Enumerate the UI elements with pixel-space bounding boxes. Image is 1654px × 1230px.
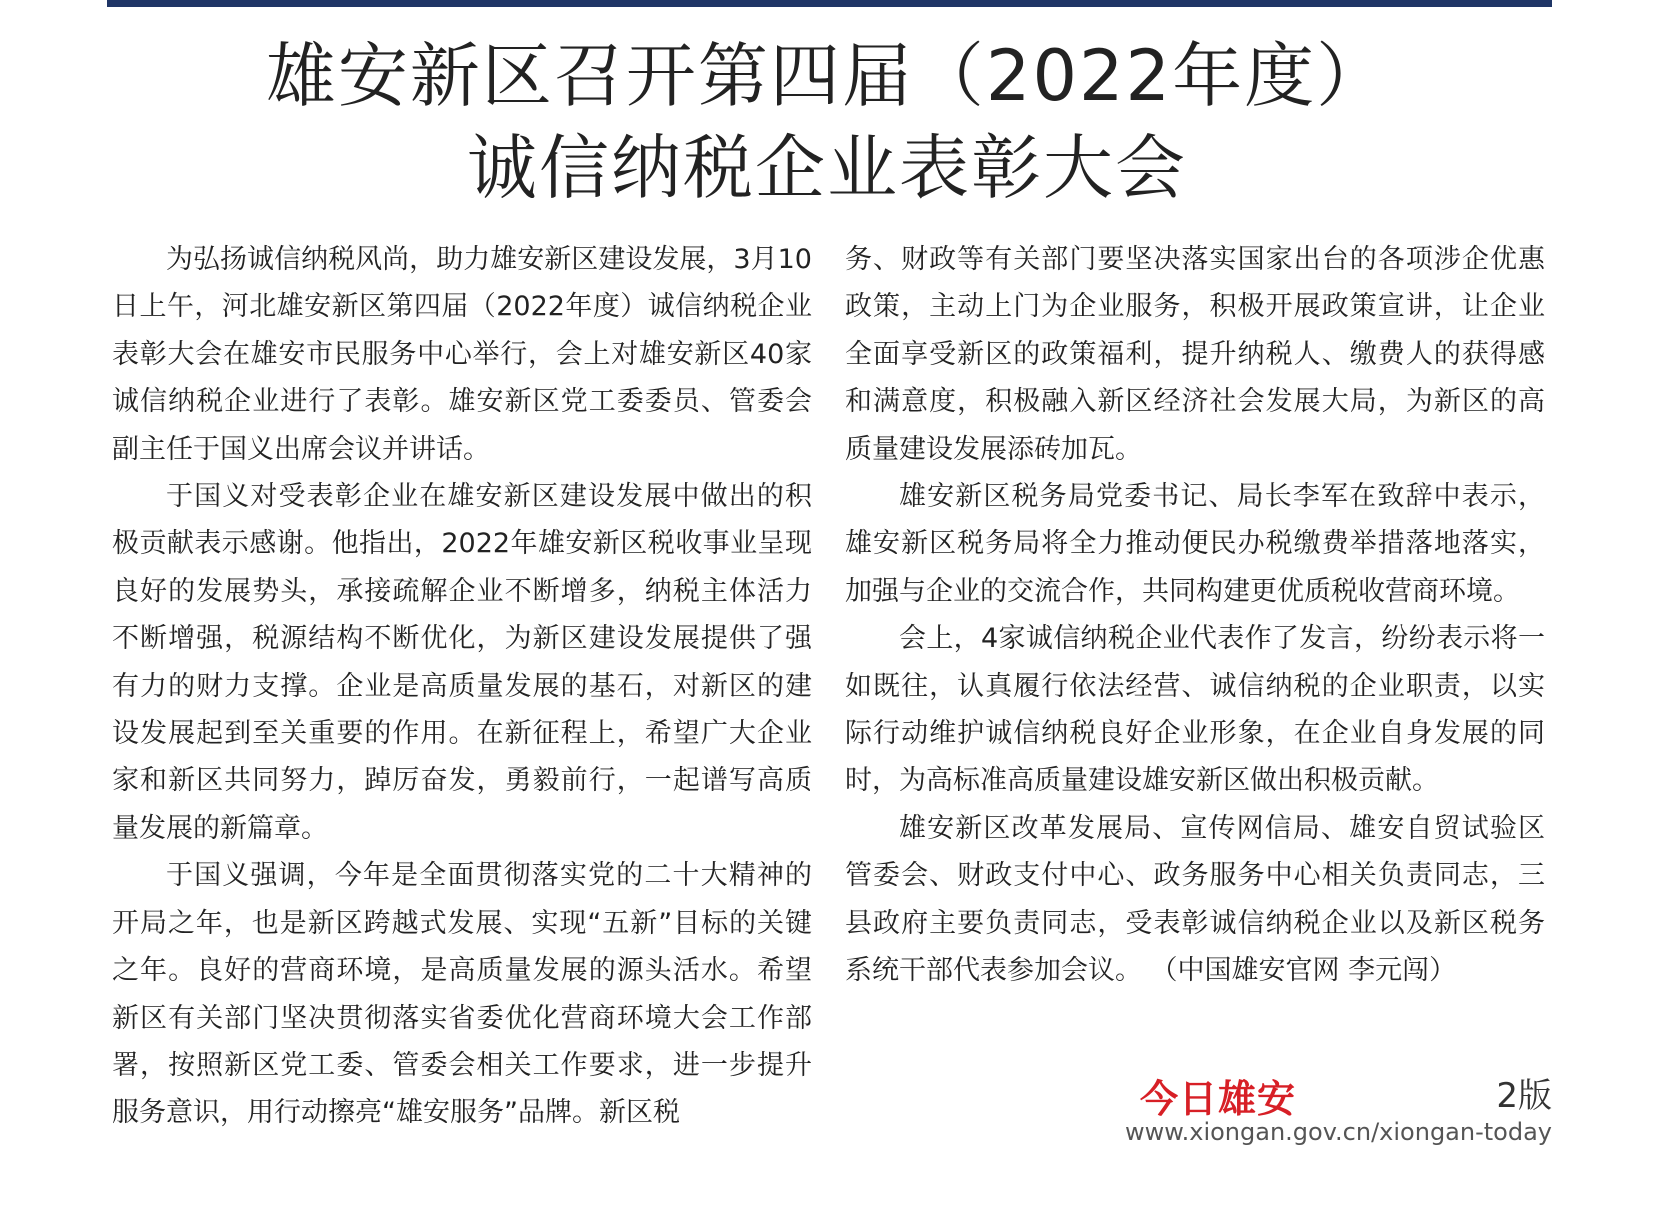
paragraph-4: 雄安新区税务局党委书记、局长李军在致辞中表示，雄安新区税务局将全力推动便民办税缴费举措落地落实，加强与企业的交流合作，共同构建更优质税收营商环境。 bbox=[845, 481, 1545, 607]
headline-line-1: 雄安新区召开第四届（2022年度） bbox=[265, 35, 1389, 117]
paragraph-5: 会上，4家诚信纳税企业代表作了发言，纷纷表示将一如既往，认真履行依法经营、诚信纳税的企业职责，以实际行动维护诚信纳税良好企业形象，在企业自身发展的同时，为高标准高质量建设雄安新区做出积极贡献。 bbox=[845, 623, 1545, 797]
paragraph-3: 于国义强调，今年是全面贯彻落实党的二十大精神的开局之年，也是新区跨越式发展、实现“五新”目标的关键之年。良好的营商环境，是高质量发展的源头活水。希望新区有关部门坚决贯彻落实省委优化营商环境大会工作部署，按照新区党工委、管委会相关工作要求，进一步提升服务意识，用行动擦亮“雄安服务”品牌。新区税 bbox=[112, 860, 812, 1129]
paragraph-2: 于国义对受表彰企业在雄安新区建设发展中做出的积极贡献表示感谢。他指出，2022年雄安新区税收事业呈现良好的发展势头，承接疏解企业不断增多，纳税主体活力不断增强，税源结构不断优化，为新区建设发展提供了强有力的财力支撑。企业是高质量发展的基石，对新区的建设发展起到至关重要的作用。在新征程上，希望广大企业家和新区共同努力，踔厉奋发，勇毅前行，一起谱写高质量发展的新篇章。 bbox=[112, 481, 812, 844]
headline-line-2: 诚信纳税企业表彰大会 bbox=[467, 127, 1187, 209]
paragraph-1: 为弘扬诚信纳税风尚，助力雄安新区建设发展，3月10日上午，河北雄安新区第四届（2022年度）诚信纳税企业表彰大会在雄安市民服务中心举行，会上对雄安新区40家诚信纳税企业进行了表彰。雄安新区党工委委员、管委会副主任于国义出席会议并讲话。 bbox=[112, 244, 812, 465]
page-number: 2版 bbox=[1496, 1076, 1552, 1116]
paragraph-6 bbox=[845, 805, 1545, 995]
top-rule bbox=[107, 0, 1552, 7]
publication-logo: 今日雄安 bbox=[1140, 1076, 1297, 1121]
footer-url: www.xiongan.gov.cn/xiongan-today bbox=[1124, 1118, 1552, 1146]
article-column-left bbox=[112, 236, 812, 1137]
article-column-right bbox=[845, 236, 1545, 995]
paragraph-6-text: 雄安新区改革发展局、宣传网信局、雄安自贸试验区管委会、财政支付中心、政务服务中心相关负责同志，三县政府主要负责同志，受表彰诚信纳税企业以及新区税务系统干部代表参加会议。 bbox=[845, 812, 1545, 987]
paragraph-3-continuation: 务、财政等有关部门要坚决落实国家出台的各项涉企优惠政策，主动上门为企业服务，积极开展政策宣讲，让企业全面享受新区的政策福利，提升纳税人、缴费人的获得感和满意度，积极融入新区经济社会发展大局，为新区的高质量建设发展添砖加瓦。 bbox=[845, 244, 1545, 465]
article-headline bbox=[0, 30, 1654, 214]
article-source: （中国雄安官网 李元闯） bbox=[1164, 955, 1457, 987]
